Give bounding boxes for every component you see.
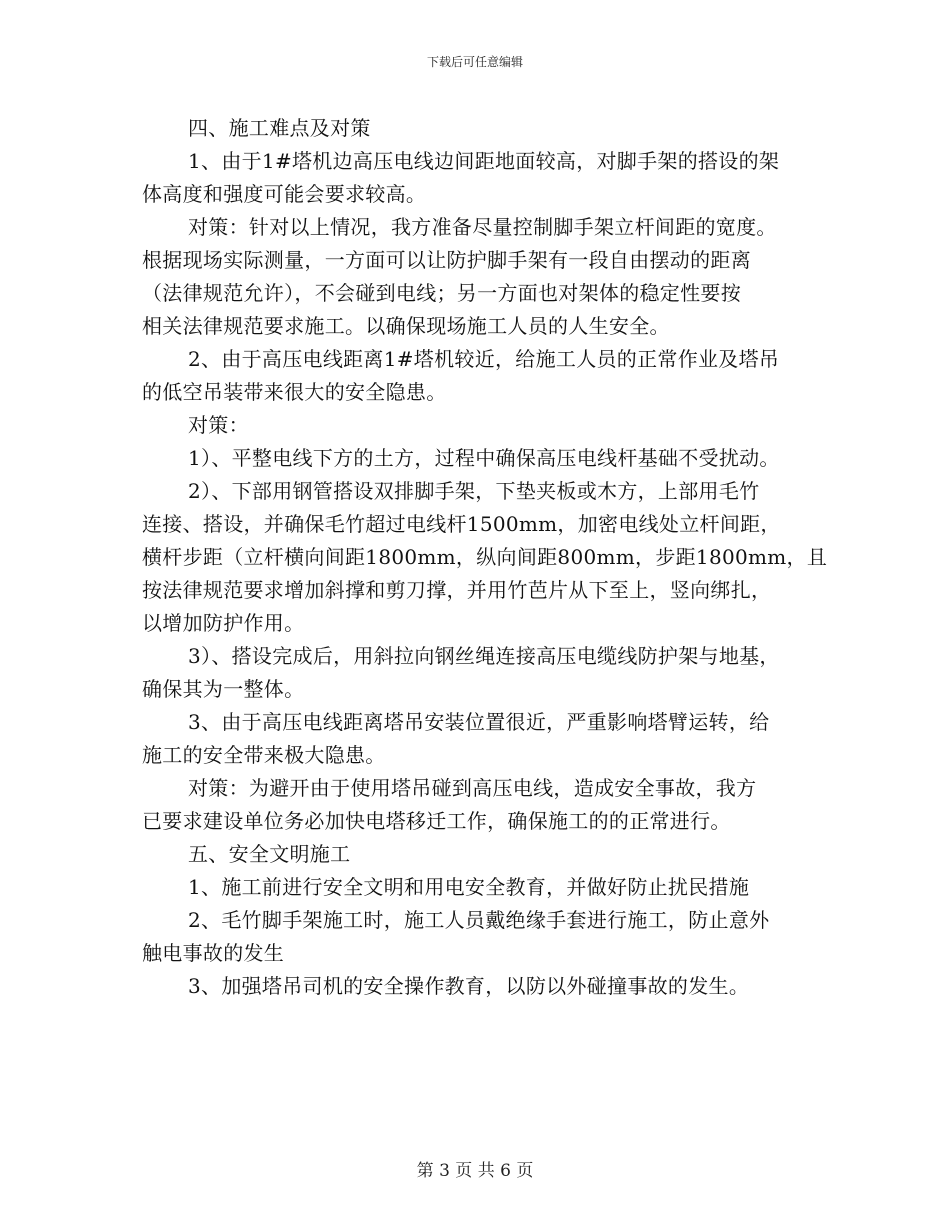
- paragraph-line: 的低空吊装带来很大的安全隐患。: [142, 380, 447, 404]
- paragraph-line: 对策：为避开由于使用塔吊碰到高压电线，造成安全事故，我方: [188, 776, 757, 800]
- section-heading: 五、安全文明施工: [188, 842, 351, 866]
- paragraph-line: 3、加强塔吊司机的安全操作教育，以防以外碰撞事故的发生。: [188, 974, 750, 998]
- paragraph-line: 确保其为一整体。: [142, 677, 305, 701]
- paragraph-line: 连接、搭设，并确保毛竹超过电线杆1500mm，加密电线处立杆间距，: [142, 512, 781, 536]
- paragraph-line: 已要求建设单位务必加快电塔移迁工作，确保施工的的正常进行。: [142, 809, 731, 833]
- paragraph-line: 相关法律规范要求施工。以确保现场施工人员的人生安全。: [142, 314, 670, 338]
- paragraph-line: 2）、下部用钢管搭设双排脚手架，下垫夹板或木方，上部用毛竹: [188, 479, 760, 503]
- paragraph-line: 2、毛竹脚手架施工时，施工人员戴绝缘手套进行施工，防止意外: [188, 908, 770, 932]
- paragraph-line: 1）、平整电线下方的土方，过程中确保高压电线杆基础不受扰动。: [188, 446, 780, 470]
- paragraph-line: （法律规范允许），不会碰到电线；另一方面也对架体的稳定性要按: [142, 281, 741, 305]
- paragraph-line: 对策：针对以上情况，我方准备尽量控制脚手架立杆间距的宽度。: [188, 215, 777, 239]
- paragraph-line: 根据现场实际测量，一方面可以让防护脚手架有一段自由摆动的距离: [142, 248, 751, 272]
- paragraph-line: 体高度和强度可能会要求较高。: [142, 182, 427, 206]
- paragraph-line: 1、施工前进行安全文明和用电安全教育，并做好防止扰民措施: [188, 875, 750, 899]
- document-body: [142, 112, 828, 1003]
- paragraph-line: 1、由于1#塔机边高压电线边间距地面较高，对脚手架的搭设的架: [188, 149, 780, 173]
- paragraph-line: 横杆步距（立杆横向间距1800mm，纵向间距800mm，步距1800mm，且: [142, 545, 828, 569]
- paragraph-line: 触电事故的发生: [142, 941, 285, 965]
- page-number-footer: 第 3 页 共 6 页: [416, 1161, 534, 1181]
- section-heading: 四、施工难点及对策: [188, 116, 371, 140]
- paragraph-line: 3）、搭设完成后，用斜拉向钢丝绳连接高压电缆线防护架与地基，: [188, 644, 780, 668]
- header-note: 下载后可任意编辑: [426, 55, 523, 69]
- paragraph-line: 以增加防护作用。: [142, 611, 305, 635]
- paragraph-line: 对策：: [188, 413, 249, 437]
- paragraph-line: 2、由于高压电线距离1#塔机较近，给施工人员的正常作业及塔吊: [188, 347, 780, 371]
- paragraph-line: 3、由于高压电线距离塔吊安装位置很近，严重影响塔臂运转，给: [188, 710, 770, 734]
- paragraph-line: 施工的安全带来极大隐患。: [142, 743, 386, 767]
- paragraph-line: 按法律规范要求增加斜撑和剪刀撑，并用竹芭片从下至上，竖向绑扎，: [142, 578, 772, 602]
